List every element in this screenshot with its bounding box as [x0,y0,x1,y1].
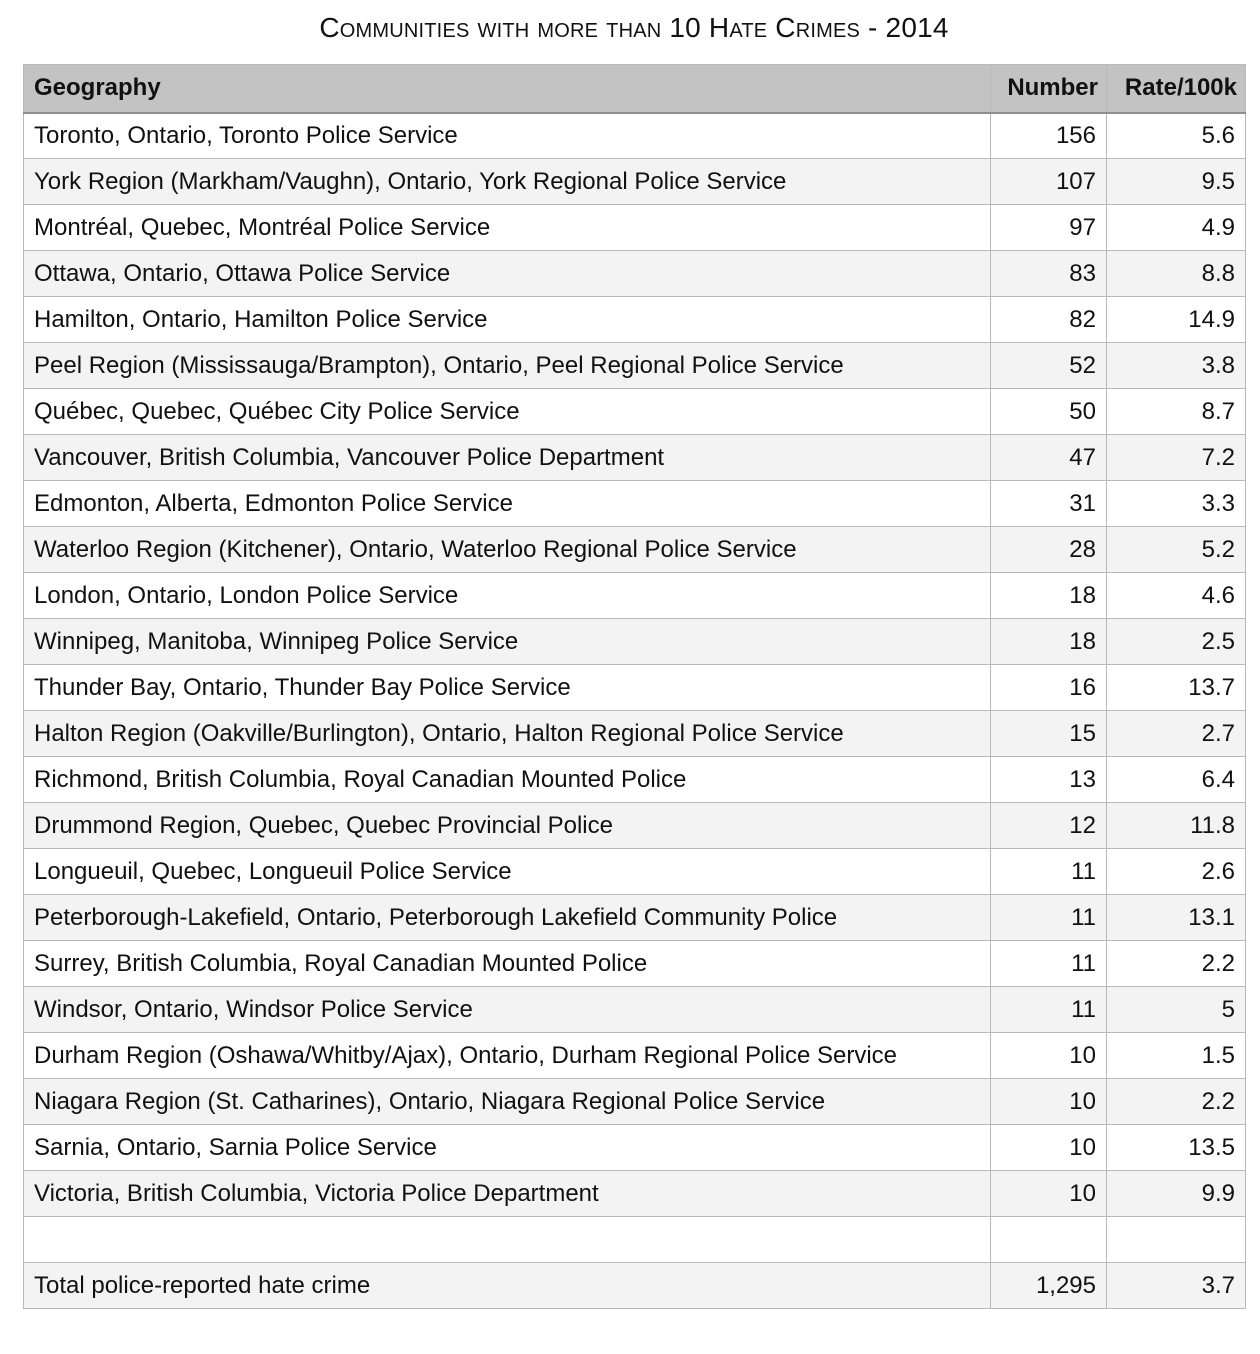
cell-geography: Waterloo Region (Kitchener), Ontario, Waterloo Regional Police Service [24,527,991,573]
cell-geography: Toronto, Ontario, Toronto Police Service [24,113,991,159]
cell-number: 11 [991,987,1107,1033]
cell-rate: 8.8 [1107,251,1246,297]
cell-rate: 3.3 [1107,481,1246,527]
hate-crimes-table [23,64,1246,1309]
cell-geography: Québec, Quebec, Québec City Police Service [24,389,991,435]
cell-rate: 4.6 [1107,573,1246,619]
header-row [24,65,1246,113]
cell-number: 15 [991,711,1107,757]
cell-number: 12 [991,803,1107,849]
cell-rate: 2.7 [1107,711,1246,757]
cell-geography: Vancouver, British Columbia, Vancouver Police Department [24,435,991,481]
cell-geography: Richmond, British Columbia, Royal Canadian Mounted Police [24,757,991,803]
cell-geography: Edmonton, Alberta, Edmonton Police Service [24,481,991,527]
cell-geography: Peel Region (Mississauga/Brampton), Ontario, Peel Regional Police Service [24,343,991,389]
cell-number: 18 [991,573,1107,619]
cell-geography: Surrey, British Columbia, Royal Canadian Mounted Police [24,941,991,987]
cell-geography: Hamilton, Ontario, Hamilton Police Service [24,297,991,343]
blank-cell [1107,1217,1246,1263]
cell-rate: 5.6 [1107,113,1246,159]
cell-number: 107 [991,159,1107,205]
cell-geography: Longueuil, Quebec, Longueuil Police Service [24,849,991,895]
cell-number: 28 [991,527,1107,573]
cell-number: 47 [991,435,1107,481]
cell-rate: 2.2 [1107,1079,1246,1125]
cell-rate: 13.5 [1107,1125,1246,1171]
cell-number: 11 [991,895,1107,941]
table-row [24,619,1246,665]
cell-rate: 9.5 [1107,159,1246,205]
total-row [24,1263,1246,1309]
cell-geography: London, Ontario, London Police Service [24,573,991,619]
cell-geography: Winnipeg, Manitoba, Winnipeg Police Service [24,619,991,665]
table-row [24,481,1246,527]
table-row [24,757,1246,803]
cell-geography: Victoria, British Columbia, Victoria Police Department [24,1171,991,1217]
cell-number: 156 [991,113,1107,159]
blank-row [24,1217,1246,1263]
table-row [24,297,1246,343]
blank-cell [991,1217,1107,1263]
cell-number: 10 [991,1171,1107,1217]
column-header-rate: Rate/100k [1107,65,1246,113]
table-row [24,987,1246,1033]
table-row [24,1079,1246,1125]
table-body [24,113,1246,1309]
cell-rate: 5 [1107,987,1246,1033]
table-row [24,113,1246,159]
cell-rate: 11.8 [1107,803,1246,849]
table-row [24,895,1246,941]
cell-geography: York Region (Markham/Vaughn), Ontario, York Regional Police Service [24,159,991,205]
table-row [24,1033,1246,1079]
cell-geography: Sarnia, Ontario, Sarnia Police Service [24,1125,991,1171]
cell-geography: Durham Region (Oshawa/Whitby/Ajax), Ontario, Durham Regional Police Service [24,1033,991,1079]
cell-rate: 5.2 [1107,527,1246,573]
cell-rate: 7.2 [1107,435,1246,481]
cell-number: 10 [991,1079,1107,1125]
cell-rate: 13.7 [1107,665,1246,711]
cell-rate: 14.9 [1107,297,1246,343]
cell-number: 13 [991,757,1107,803]
cell-rate: 9.9 [1107,1171,1246,1217]
cell-geography: Halton Region (Oakville/Burlington), Ontario, Halton Regional Police Service [24,711,991,757]
table-row [24,251,1246,297]
table-row [24,941,1246,987]
cell-geography: Ottawa, Ontario, Ottawa Police Service [24,251,991,297]
table-row [24,389,1246,435]
cell-number: 10 [991,1125,1107,1171]
cell-geography: Montréal, Quebec, Montréal Police Service [24,205,991,251]
cell-number: 11 [991,941,1107,987]
column-header-geography: Geography [24,65,991,113]
table-row [24,1125,1246,1171]
cell-geography: Drummond Region, Quebec, Quebec Provincial Police [24,803,991,849]
cell-rate: 6.4 [1107,757,1246,803]
table-row [24,527,1246,573]
cell-rate: 13.1 [1107,895,1246,941]
cell-number: 83 [991,251,1107,297]
cell-number: 82 [991,297,1107,343]
cell-number: 16 [991,665,1107,711]
cell-geography: Niagara Region (St. Catharines), Ontario, Niagara Regional Police Service [24,1079,991,1125]
table-row [24,343,1246,389]
table-row [24,159,1246,205]
table-row [24,803,1246,849]
blank-cell [24,1217,991,1263]
total-rate: 3.7 [1107,1263,1246,1309]
table-row [24,1171,1246,1217]
table-row [24,665,1246,711]
cell-number: 10 [991,1033,1107,1079]
cell-number: 31 [991,481,1107,527]
cell-rate: 8.7 [1107,389,1246,435]
cell-geography: Windsor, Ontario, Windsor Police Service [24,987,991,1033]
cell-number: 52 [991,343,1107,389]
cell-rate: 4.9 [1107,205,1246,251]
cell-rate: 3.8 [1107,343,1246,389]
total-label: Total police-reported hate crime [24,1263,991,1309]
cell-rate: 2.6 [1107,849,1246,895]
cell-geography: Peterborough-Lakefield, Ontario, Peterborough Lakefield Community Police [24,895,991,941]
cell-number: 18 [991,619,1107,665]
cell-number: 11 [991,849,1107,895]
column-header-number: Number [991,65,1107,113]
table-title: Communities with more than 10 Hate Crimes - 2014 [319,12,949,43]
table-row [24,435,1246,481]
table-row [24,849,1246,895]
cell-geography: Thunder Bay, Ontario, Thunder Bay Police Service [24,665,991,711]
table-row [24,205,1246,251]
cell-rate: 2.2 [1107,941,1246,987]
table-row [24,711,1246,757]
total-number: 1,295 [991,1263,1107,1309]
table-row [24,573,1246,619]
cell-number: 97 [991,205,1107,251]
cell-rate: 1.5 [1107,1033,1246,1079]
cell-number: 50 [991,389,1107,435]
cell-rate: 2.5 [1107,619,1246,665]
